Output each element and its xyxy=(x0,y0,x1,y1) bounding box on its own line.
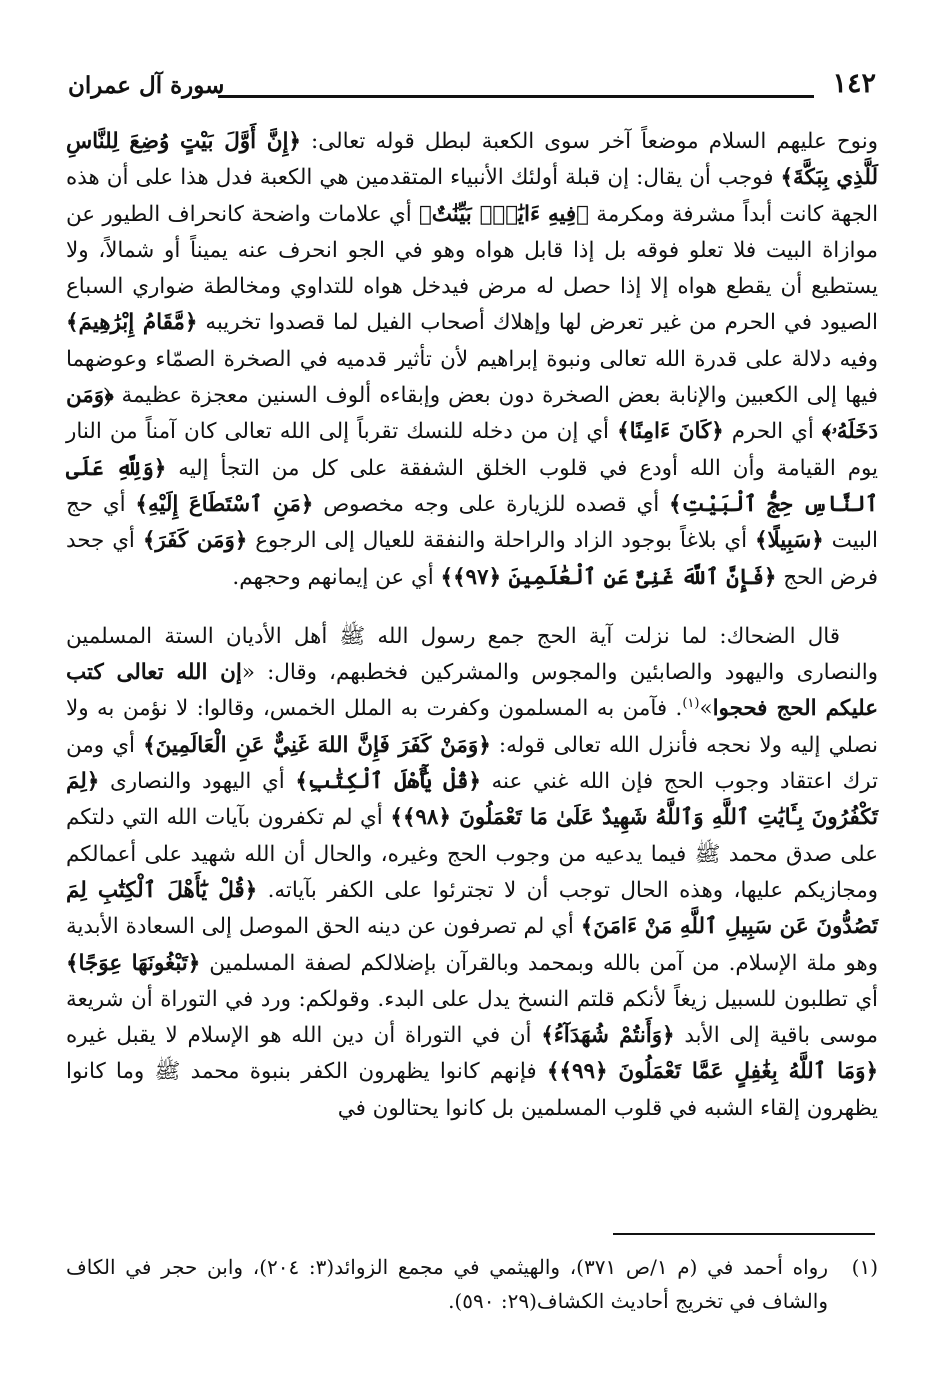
footnote-ref: (١) xyxy=(682,696,700,712)
text-run: أي اليهود والنصارى xyxy=(99,769,296,795)
paragraph-commentary-1 xyxy=(66,124,878,596)
footnote-separator xyxy=(613,1233,875,1235)
text-run: فوجب أن يقال: إن قبلة أولئك الأنبياء المتقدمين هي الكعبة فدل هذا على أن هذه الجهة كانت أبداً مشرفة ومكرمة xyxy=(66,165,879,227)
surah-name: سورة آل عمران xyxy=(68,72,225,99)
quran-verse: ﴿وَمَنْ كَفَرَ فَإِنَّ اللهَ غَنِيٌّ عَنِ الْعَالَمِينَ﴾ xyxy=(143,732,491,758)
quran-verse: ﴿فِيهِ ءَايَٰتٌۢ بَيِّنَٰتٌ﴾ xyxy=(418,201,589,227)
quran-verse: ﴿وَمَا ٱللَّهُ بِغَٰفِلٍ عَمَّا تَعْمَلُونَ ﴿٩٩﴾﴾ xyxy=(546,1059,878,1085)
text-run: أي إن من دخله للنسك تقرباً إلى الله تعالى كان آمناً من النار يوم القيامة وأن الله أودع في قلوب الخلق الشفقة على كل من التجأ إليه xyxy=(66,419,878,481)
quran-verse: ﴿قُلْ يَٰٓأَهْلَ ٱلْكِتَٰبِ﴾ xyxy=(295,769,481,795)
text-run: وفيه دلالة على قدرة الله تعالى ونبوة إبراهيم لأن تأثير قدميه في الصخرة الصمّاء وعوضهما فيها إلى الكعبين والإنابة بعض الصخرة دون بعض وإبقاءه ألوف السنين معجزة عظيمة xyxy=(66,346,878,409)
quran-verse: ﴿وَمَن كَفَرَ﴾ xyxy=(142,528,248,554)
text-run: أي لم تكفرون بآيات الله التي دلتكم على صدق محمد ﷺ فيما يدعيه من وجوب الحج وغيره، والحال أن الله شهيد على أعمالكم ومجازيكم عليها، وهذه الحال توجب أن لا تجترئوا على الكفر بآياته. xyxy=(66,805,879,903)
header-rule xyxy=(218,95,814,98)
quran-verse: ﴿مَّقَامُ إِبْرَٰهِيمَ﴾ xyxy=(66,310,198,336)
quran-verse: ﴿فَإِنَّ ٱللَّهَ غَنِىٌّ عَنِ ٱلْعَٰلَمِينَ ﴿٩٧﴾﴾ xyxy=(440,564,777,590)
quran-verse: ﴿وَمَن دَخَلَهُۥ﴾ xyxy=(66,383,878,445)
quran-verse: ﴿سَبِيلًا﴾ xyxy=(755,528,824,554)
body-text xyxy=(66,124,878,1127)
text-run: أي قصده للزيارة على وجه مخصوص xyxy=(313,491,669,517)
text-run: قال الضحاك: لما نزلت آية الحج جمع رسول الله ﷺ أهل الأديان الستة المسلمين والنصارى واليهود والصابئين والمجوس والمشركين فخطبهم، وقال: « xyxy=(66,623,878,686)
footnote-text: رواه أحمد في (م ١/ص ٣٧١)، والهيثمي في مجمع الزوائد(٣: ٢٠٤)، وابن حجر في الكاف والشاف في تخريج أحاديث الكشاف(٢٩: ٥٩٠). xyxy=(66,1255,828,1313)
text-run: » xyxy=(699,696,713,722)
text-run: أي الحرم xyxy=(723,419,822,445)
paragraph-commentary-2 xyxy=(66,619,878,1127)
text-run: أي بلاغاً بوجود الزاد والراحلة والنفقة للعيال إلى الرجوع xyxy=(247,528,755,554)
text-run: أي علامات واضحة كانحراف الطيور عن موازاة البيت فلا تعلو فوقه بل إذا قابل هواه وهو في الجو انحرف عنه يميناً أو شمالاً، ولا يستطيع أن يقطع هواه إلا إذا حصل له مرض فيدخل هواه للتداوي ومخالطة ضواري السباع الصيود في الحرم من غير تعرض لها وإهلاك أصحاب الفيل لما قصدوا تخريبه xyxy=(66,201,878,336)
text-run: فإنهم كانوا يظهرون الكفر بنبوة محمد ﷺ وما كانوا يظهرون إلقاء الشبه في قلوب المسلمين بل كانوا يحتالون في xyxy=(66,1059,878,1121)
quran-verse: ﴿قُلْ يَٰٓأَهْلَ ٱلْكِتَٰبِ لِمَ تَصُدُّونَ عَن سَبِيلِ ٱللَّهِ مَنْ ءَامَنَ﴾ xyxy=(66,877,879,940)
footnote-number: (١) xyxy=(851,1255,878,1279)
footnote xyxy=(66,1250,878,1318)
hadith-quote: إن الله تعالى كتب عليكم الحج فحجوا xyxy=(66,660,879,722)
quran-verse: ﴿مَنِ ٱسْتَطَاعَ إِلَيْهِ﴾ xyxy=(135,491,314,517)
quran-verse: ﴿إِنَّ أَوَّلَ بَيْتٍ وُضِعَ لِلنَّاسِ لَلَّذِي بِبَكَّةَ﴾ xyxy=(66,129,879,191)
page-number: ١٤٢ xyxy=(832,68,876,99)
quran-verse: ﴿وَلِلَّهِ عَلَى ٱلنَّاسِ حِجُّ ٱلْبَيْتِ﴾ xyxy=(66,455,878,517)
text-run: أي حج البيت xyxy=(66,491,878,554)
text-run: أي ومن ترك اعتقاد وجوب الحج فإن الله غني عنه xyxy=(66,732,878,795)
quran-verse: ﴿تَبْغُونَهَا عِوَجًا﴾ xyxy=(66,950,201,976)
text-run: . فآمن به المسلمون وكفرت به الملل الخمس، وقالوا: لا نؤمن به ولا نصلي إليه ولا نحجه فأنزل الله تعالى قوله: xyxy=(66,696,879,758)
quran-verse: ﴿كَانَ ءَامِنًا﴾ xyxy=(617,419,724,445)
text-run: أن في التوراة أن دين الله هو الإسلام لا يقبل غيره xyxy=(66,1023,542,1049)
quran-verse: ﴿وَأَنتُمْ شُهَدَآءُ﴾ xyxy=(541,1023,675,1049)
page-header xyxy=(68,64,876,104)
quran-verse: ﴿لِمَ تَكْفُرُونَ بِـَٔايَٰتِ ٱللَّهِ وَٱللَّهُ شَهِيدٌ عَلَىٰ مَا تَعْمَلُونَ ﴿٩٨﴾﴾ xyxy=(66,769,879,831)
text-run: أي تطلبون للسبيل زيغاً لأنكم قلتم النسخ يدل على البدء. وقولكم: ورد في التوراة أن شريعة موسى باقية إلى الأبد xyxy=(66,986,878,1049)
text-run: أي جحد فرض الحج xyxy=(66,528,878,590)
text-run: أي عن إيمانهم وحجهم. xyxy=(232,564,441,590)
text-run: ونوح عليهم السلام موضعاً آخر سوى الكعبة لبطل قوله تعالى: xyxy=(300,129,878,154)
text-run: أي لم تصرفون عن دينه الحق الموصل إلى السعادة الأبدية وهو ملة الإسلام. من آمن بالله وبمحمد وبالقرآن بإضلالكم لصفة المسلمين xyxy=(66,914,879,976)
